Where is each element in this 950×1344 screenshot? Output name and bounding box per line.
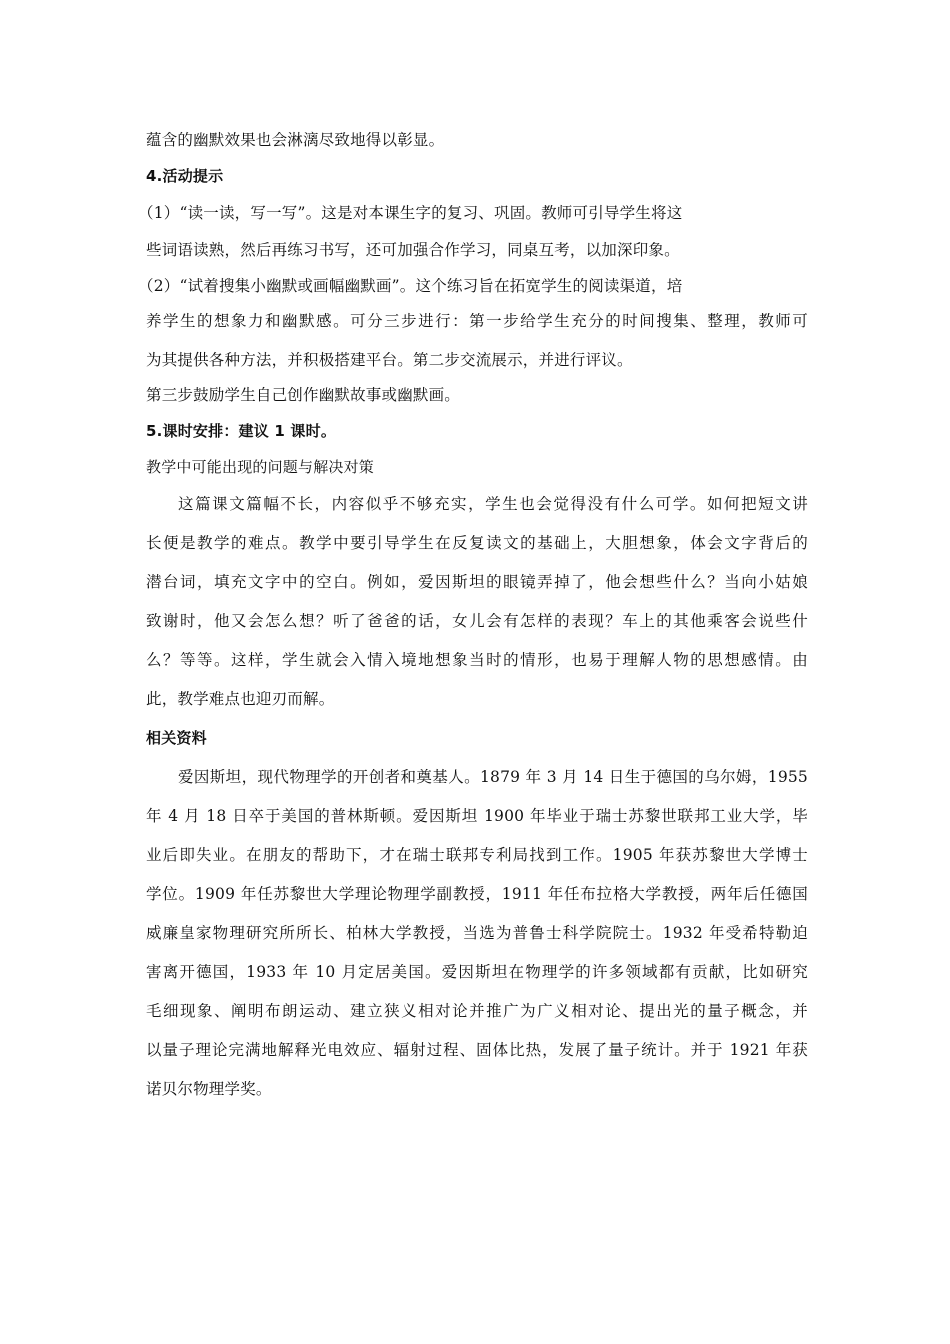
- paragraph-line: 第三步鼓励学生自己创作幽默故事或幽默画。: [146, 386, 461, 404]
- paragraph-line: 致谢时，他又会怎么想？听了爸爸的话，女儿会有怎样的表现？车上的其他乘客会说些什: [146, 612, 808, 630]
- paragraph-line: 么？等等。这样，学生就会入情入境地想象当时的情形，也易于理解人物的思想感情。由: [146, 651, 808, 669]
- paragraph-line: 些词语读熟，然后再练习书写，还可加强合作学习，同桌互考，以加深印象。: [146, 241, 680, 259]
- paragraph-line: 蕴含的幽默效果也会淋漓尽致地得以彰显。: [146, 131, 445, 149]
- paragraph-line: 毛细现象、阐明布朗运动、建立狭义相对论并推广为广义相对论、提出光的量子概念，并: [146, 1002, 808, 1020]
- paragraph-line: 以量子理论完满地解释光电效应、辐射过程、固体比热，发展了量子统计。并于 1921 年获: [146, 1041, 808, 1059]
- paragraph-line: 学位。1909 年任苏黎世大学理论物理学副教授，1911 年任布拉格大学教授，两年后任德国: [146, 885, 808, 903]
- paragraph-line: （1）“读一读，写一写”。这是对本课生字的复习、巩固。教师可引导学生将这: [138, 204, 683, 222]
- paragraph-line: 年 4 月 18 日卒于美国的普林斯顿。爱因斯坦 1900 年毕业于瑞士苏黎世联邦工业大学，毕: [146, 807, 808, 825]
- paragraph-line: 此，教学难点也迎刃而解。: [146, 690, 335, 708]
- paragraph-line: 潜台词，填充文字中的空白。例如，爱因斯坦的眼镜弄掉了，他会想些什么？当向小姑娘: [146, 573, 808, 591]
- paragraph-line: 为其提供各种方法，并积极搭建平台。第二步交流展示，并进行评议。: [146, 351, 633, 369]
- paragraph-line: 害离开德国，1933 年 10 月定居美国。爱因斯坦在物理学的许多领域都有贡献，比如研究: [146, 963, 808, 981]
- paragraph-line: 这篇课文篇幅不长，内容似乎不够充实，学生也会觉得没有什么可学。如何把短文讲: [178, 495, 808, 513]
- paragraph-line: 养学生的想象力和幽默感。可分三步进行：第一步给学生充分的时间搜集、整理，教师可: [146, 312, 808, 330]
- paragraph-line: （2）“试着搜集小幽默或画幅幽默画”。这个练习旨在拓宽学生的阅读渠道，培: [138, 277, 683, 295]
- paragraph-line: 业后即失业。在朋友的帮助下，才在瑞士联邦专利局找到工作。1905 年获苏黎世大学博士: [146, 846, 808, 864]
- paragraph-line: 爱因斯坦，现代物理学的开创者和奠基人。1879 年 3 月 14 日生于德国的乌尔姆，1955: [178, 768, 808, 786]
- section-heading-references: 相关资料: [146, 729, 207, 747]
- section-heading-activity-tips: 4.活动提示: [146, 167, 224, 185]
- paragraph-line: 威廉皇家物理研究所所长、柏林大学教授，当选为普鲁士科学院院士。1932 年受希特勒迫: [146, 924, 808, 942]
- section-heading-schedule: 5.课时安排：建议 1 课时。: [146, 422, 337, 440]
- paragraph-line: 诺贝尔物理学奖。: [146, 1080, 272, 1098]
- section-heading-problems: 教学中可能出现的问题与解决对策: [146, 458, 375, 476]
- paragraph-line: 长便是教学的难点。教学中要引导学生在反复读文的基础上，大胆想象，体会文字背后的: [146, 534, 808, 552]
